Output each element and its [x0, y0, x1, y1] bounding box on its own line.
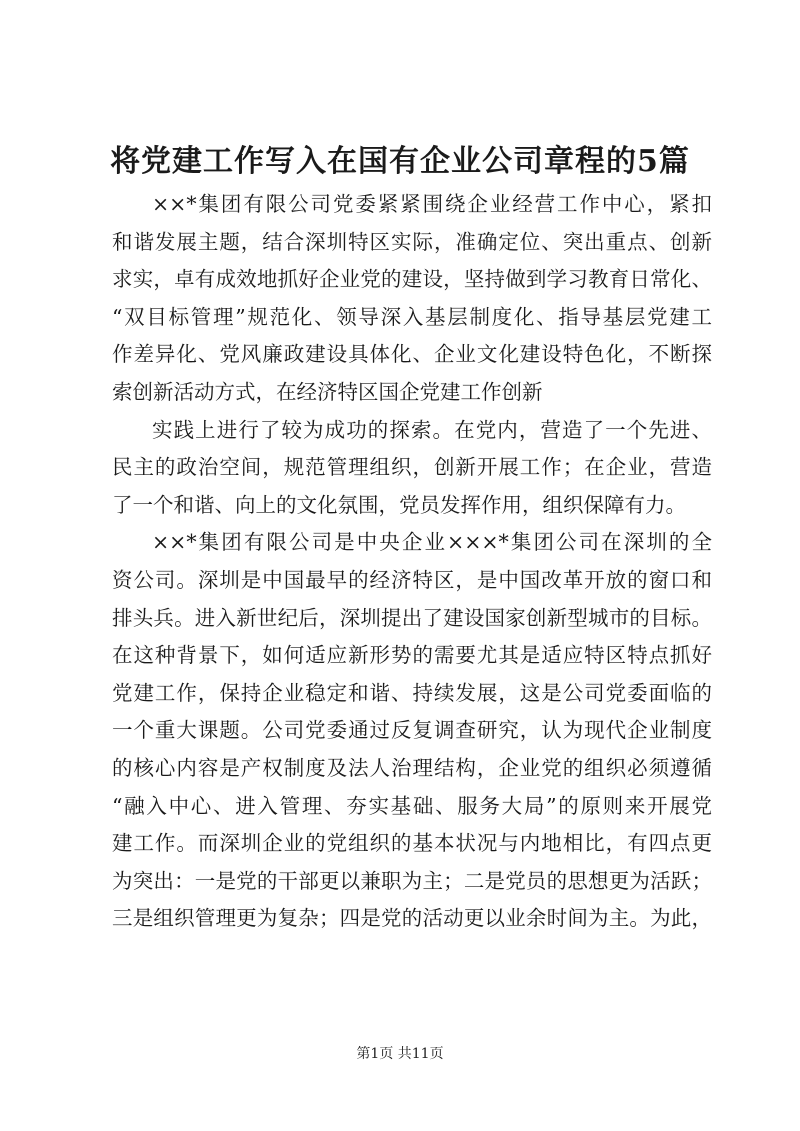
paragraph-3-line-9: 建工作。而深圳企业的党组织的基本状况与内地相比，有四点更 — [112, 831, 712, 856]
paragraph-3-line-1: ××*集团有限公司是中央企业×××*集团公司在深圳的全 — [152, 530, 712, 555]
paragraph-3-line-6: 一个重大课题。公司党委通过反复调查研究，认为现代企业制度 — [112, 718, 712, 743]
paragraph-1-line-5: 作差异化、党风廉政建设具体化、企业文化建设特色化，不断探 — [112, 342, 712, 367]
page-number-footer: 第1页 共11页 — [356, 1046, 444, 1062]
paragraph-3-line-11: 三是组织管理更为复杂；四是党的活动更以业余时间为主。为此， — [112, 906, 712, 931]
paragraph-2-line-2: 民主的政治空间，规范管理组织，创新开展工作；在企业，营造 — [112, 455, 712, 480]
paragraph-2-line-3: 了一个和谐、向上的文化氛围，党员发挥作用，组织保障有力。 — [112, 492, 686, 517]
paragraph-3-line-5: 党建工作，保持企业稳定和谐、持续发展，这是公司党委面临的 — [112, 680, 712, 705]
paragraph-3-line-8: “融入中心、进入管理、夯实基础、服务大局”的原则来开展党 — [112, 793, 712, 818]
paragraph-1-line-4: “双目标管理”规范化、领导深入基层制度化、指导基层党建工 — [112, 304, 712, 329]
paragraph-3-line-10: 为突出：一是党的干部更以兼职为主；二是党员的思想更为活跃； — [112, 868, 712, 893]
paragraph-3-line-7: 的核心内容是产权制度及法人治理结构，企业党的组织必须遵循 — [112, 755, 712, 780]
paragraph-1-line-3: 求实，卓有成效地抓好企业党的建设，坚持做到学习教育日常化、 — [112, 267, 712, 292]
paragraph-1-line-1: ××*集团有限公司党委紧紧围绕企业经营工作中心，紧扣 — [152, 192, 712, 216]
paragraph-1-line-6: 索创新活动方式，在经济特区国企党建工作创新 — [112, 379, 543, 404]
paragraph-3-line-2: 资公司。深圳是中国最早的经济特区，是中国改革开放的窗口和 — [112, 567, 712, 592]
paragraph-1-line-2: 和谐发展主题，结合深圳特区实际，准确定位、突出重点、创新 — [112, 229, 712, 254]
paragraph-2-line-1: 实践上进行了较为成功的探索。在党内，营造了一个先进、 — [152, 417, 712, 442]
document-body — [112, 186, 712, 938]
paragraph-3-line-4: 在这种背景下，如何适应新形势的需要尤其是适应特区特点抓好 — [112, 643, 712, 668]
paragraph-3-line-3: 排头兵。进入新世纪后，深圳提出了建设国家创新型城市的目标。 — [112, 605, 712, 630]
document-title: 将党建工作写入在国有企业公司章程的5篇 — [110, 144, 690, 179]
